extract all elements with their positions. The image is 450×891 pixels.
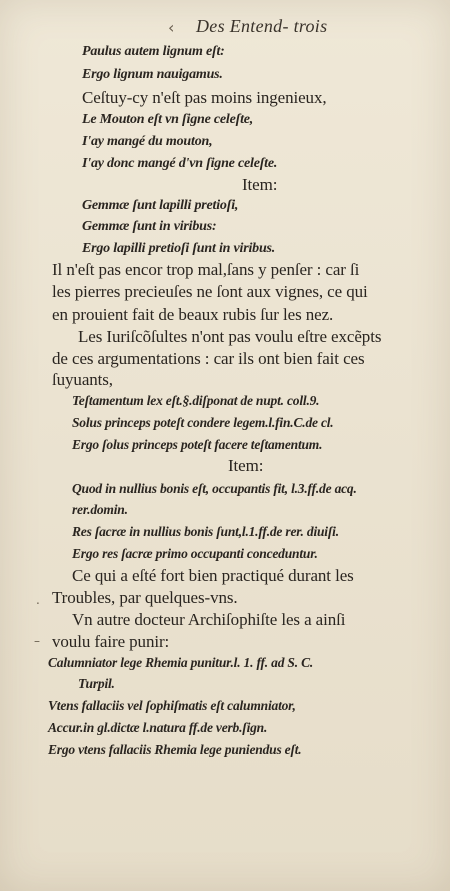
text-line: Ergo lapilli pretioſi ſunt in viribus.	[82, 241, 276, 256]
text-line: Item:	[242, 175, 278, 194]
text-line: Turpil.	[78, 676, 115, 691]
text-line: Solus princeps poteſt condere legem.l.fin.C.de cl.	[72, 415, 334, 430]
text-line: Le Mouton eſt vn ſigne celeſte,	[82, 112, 254, 127]
text-line: de ces argumentations : car ils ont bien fait ces	[52, 349, 365, 368]
text-line: I'ay mangé du mouton,	[82, 134, 213, 149]
running-header	[0, 16, 450, 40]
margin-mark: ‹	[168, 18, 175, 37]
text-line: I'ay donc mangé d'vn ſigne celeſte.	[82, 156, 278, 171]
text-line: Gemmæ ſunt in viribus:	[82, 219, 217, 234]
text-line: Ce qui a eſté fort bien practiqué durant les	[72, 566, 354, 585]
text-line: Vtens fallaciis vel ſophiſmatis eſt calumniator,	[48, 698, 296, 713]
text-line: rer.domin.	[72, 502, 128, 517]
text-line: Paulus autem lignum eſt:	[82, 44, 225, 59]
text-line: Item:	[228, 456, 264, 475]
text-line: Ergo vtens fallaciis Rhemia lege puniendus eſt.	[48, 742, 302, 757]
text-line: Il n'eſt pas encor trop mal,ſans y penſer : car ſi	[52, 260, 360, 279]
text-line: les pierres precieuſes ne ſont aux vignes, ce qui	[52, 282, 368, 301]
text-line: Ergo res ſacræ primo occupanti conceduntur.	[72, 546, 318, 561]
text-line: en prouient fait de beaux rubis ſur les nez.	[52, 305, 334, 324]
running-title: Des Entend- trois	[196, 16, 328, 36]
text-line: Ergo lignum nauigamus.	[82, 67, 223, 82]
text-line: Accur.in gl.dictæ l.natura ff.de verb.ſign.	[48, 720, 268, 735]
margin-dash: –	[34, 634, 40, 648]
text-line: Ergo ſolus princeps poteſt facere teſtamentum.	[72, 437, 323, 452]
text-line: voulu faire punir:	[52, 632, 170, 651]
text-line: Res ſacræ in nullius bonis ſunt,l.1.ff.de rer. diuiſi.	[72, 524, 339, 539]
text-line: Troubles, par quelques-vns.	[52, 588, 238, 607]
text-line: Quod in nullius bonis eſt, occupantis fit, l.3.ff.de acq.	[72, 481, 357, 496]
text-line: Ceſtuy-cy n'eſt pas moins ingenieux,	[82, 88, 327, 107]
text-line: ſuyuants,	[52, 370, 113, 389]
text-line: Teſtamentum lex eſt.§.diſponat de nupt. coll.9.	[72, 393, 320, 408]
text-line: Les Iuriſcõſultes n'ont pas voulu eſtre excẽpts	[78, 327, 382, 346]
text-line: Vn autre docteur Archiſophiſte les a ainſi	[72, 610, 346, 629]
margin-dot: .	[36, 593, 40, 607]
text-line: Gemmæ ſunt lapilli pretioſi,	[82, 198, 239, 213]
text-line: Calumniator lege Rhemia punitur.l. 1. ff. ad S. C.	[48, 655, 314, 670]
